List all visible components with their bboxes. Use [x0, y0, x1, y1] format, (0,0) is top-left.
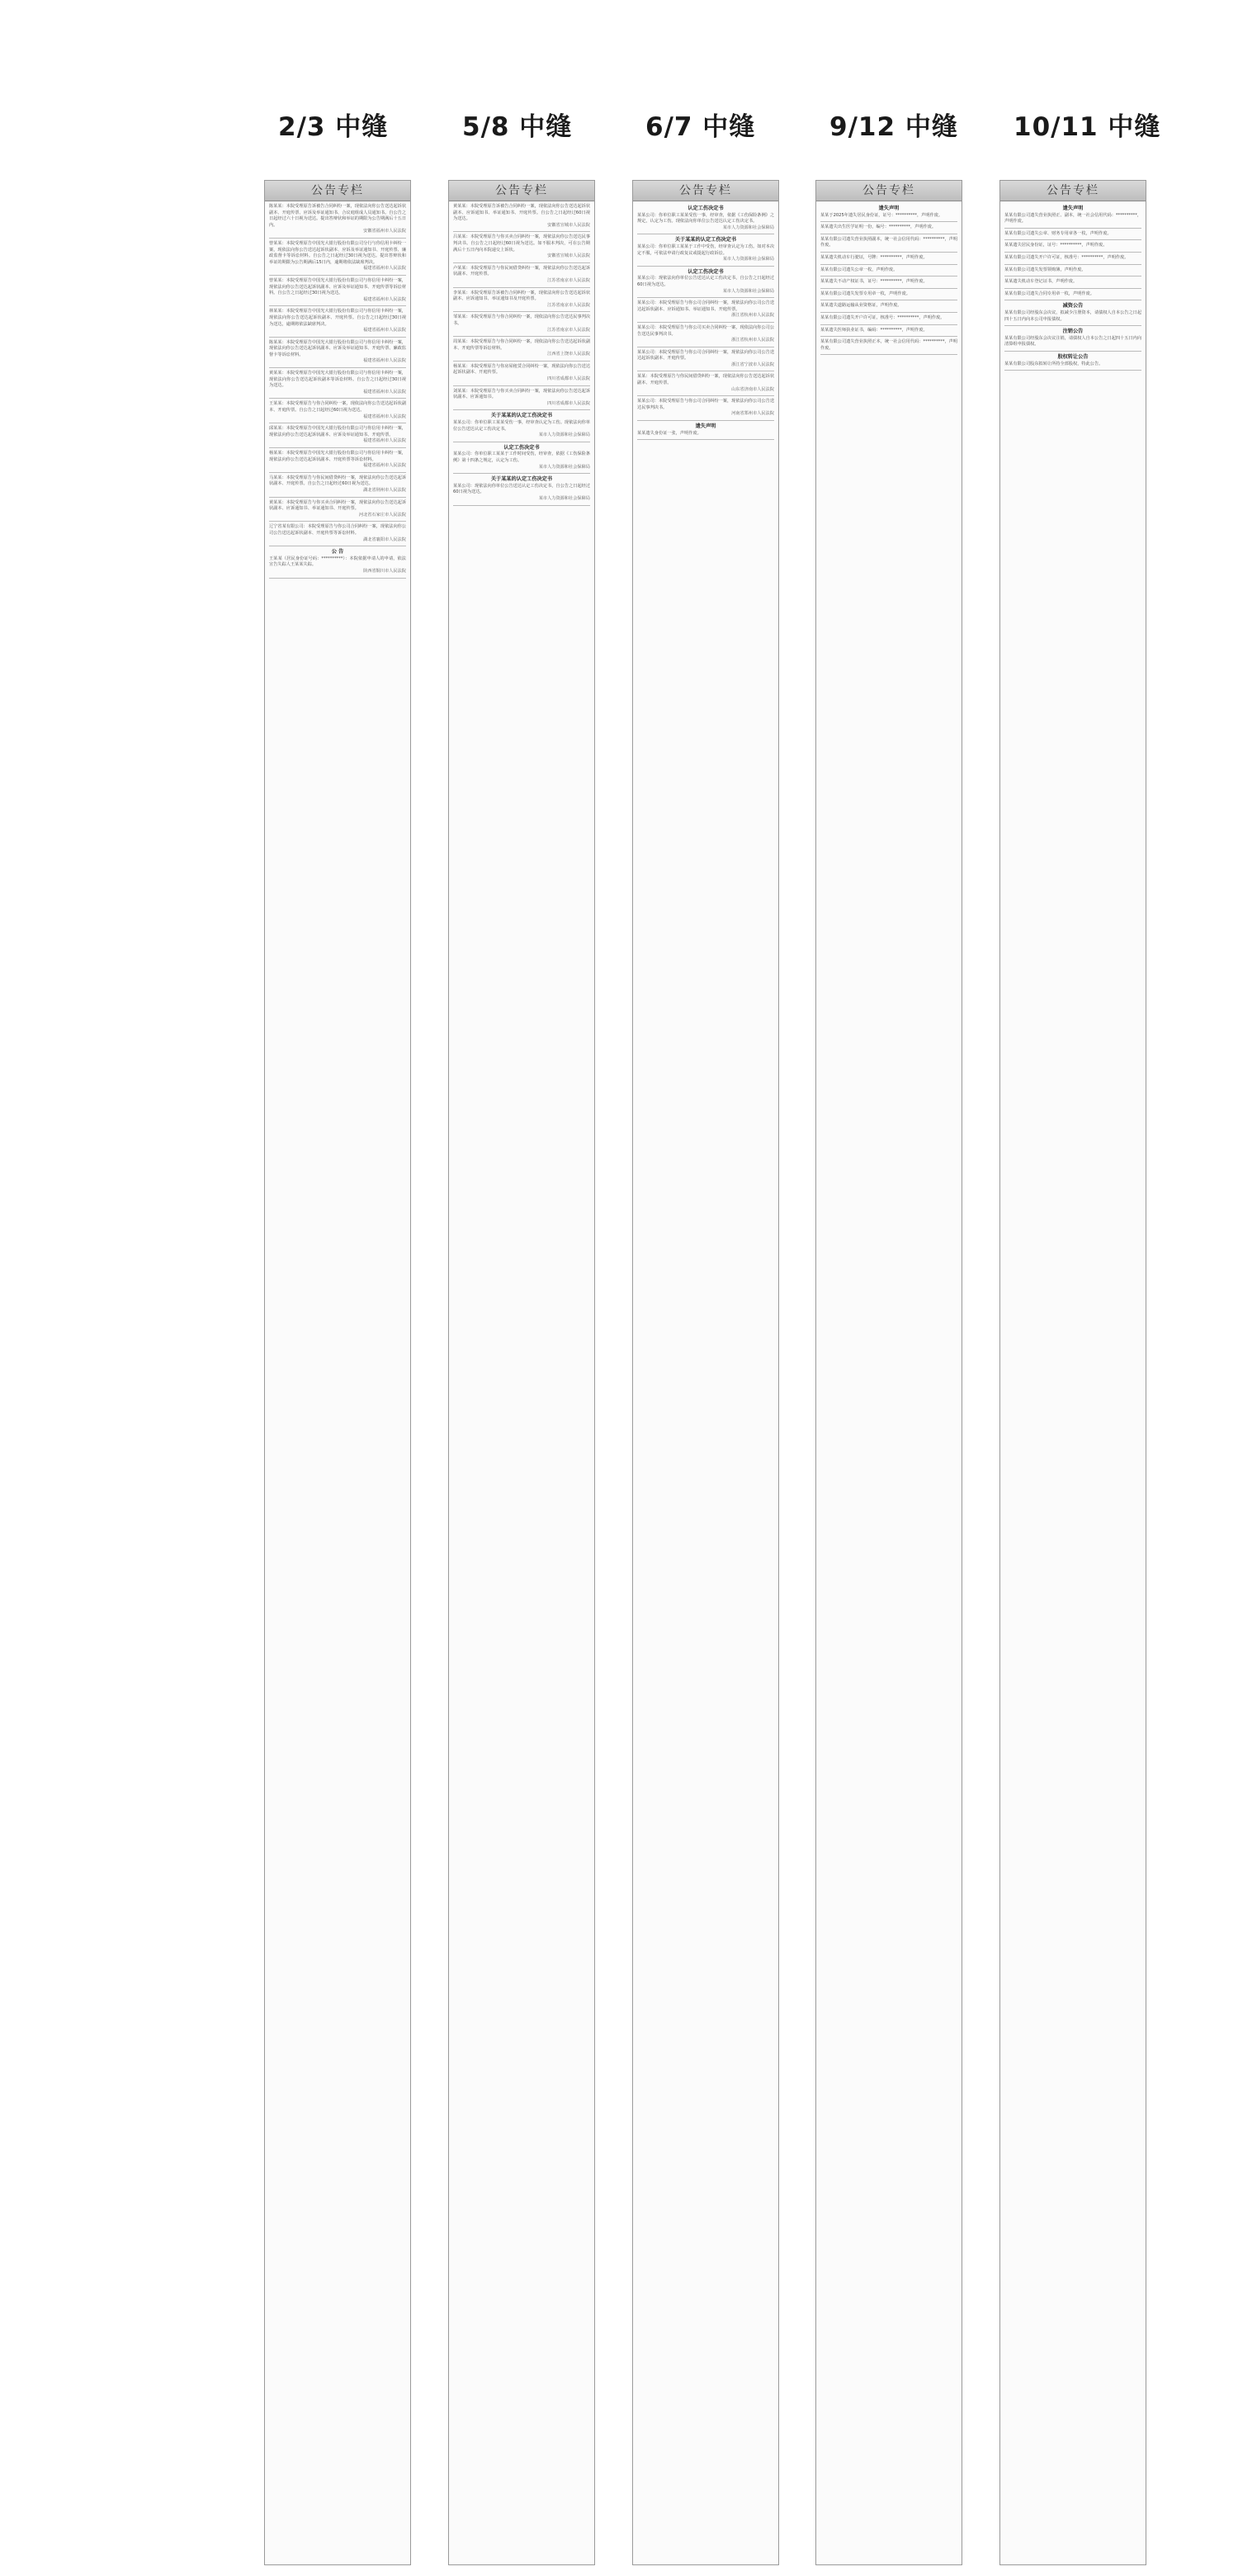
- notice-item: [1004, 267, 1141, 274]
- notice-body: 某某遗失机动车行驶证，号牌：**********，声明作废。: [820, 254, 928, 260]
- section-title: 遗失声明: [878, 206, 900, 211]
- notice-item: [453, 291, 590, 310]
- notice-body: 某某遗失机动车登记证书，声明作废。: [1004, 279, 1078, 285]
- notice-item: [820, 315, 957, 322]
- notice-item: [1004, 255, 1141, 262]
- notice-signature: 河南省郑州市人民法院: [731, 411, 774, 417]
- notice-body: 刘某某：本院受理原告与你买卖合同纠纷一案，现依法向你公告送达起诉状副本、应诉通知书。: [453, 388, 591, 400]
- notice-item: [453, 445, 590, 470]
- notice-body: 某某公司：现依法向你单位公告送达认定工伤决定书，自公告之日起经过60日视为送达。: [453, 483, 591, 495]
- notice-body: 某某有限公司遗失营业执照副本，统一社会信用代码：**********，声明作废。: [820, 236, 958, 248]
- divider: [453, 311, 590, 312]
- notice-body: 某某公司：本院受理原告与你公司买卖合同纠纷一案，现依法向你公司公告送达民事判决书。: [637, 324, 775, 337]
- notice-item: [453, 266, 590, 285]
- divider: [1004, 325, 1141, 326]
- notice-item: [1004, 291, 1141, 298]
- notice-signature: 湖北省荆州市人民法院: [363, 487, 406, 493]
- notice-signature: 江苏省南京市人民法院: [547, 302, 590, 308]
- notice-item: [820, 237, 957, 249]
- notice-item: [637, 300, 774, 319]
- notice-signature: 浙江省杭州市人民法院: [731, 338, 774, 343]
- notice-body: 陈某某：本院受理原告中国光大银行股份有限公司与你信用卡纠纷一案，现依法向你公告送达起诉状副本、应诉及举证通知书、开庭传票、廉政监督卡等诉讼材料。: [269, 339, 407, 357]
- column-title-5: 10/11 中缝: [1014, 112, 1161, 142]
- notice-column-1: [264, 180, 411, 2565]
- divider: [269, 521, 406, 522]
- notice-title: 遗失声明: [695, 423, 716, 430]
- notice-body: 邱某某：本院受理原告中国光大银行股份有限公司与你信用卡纠纷一案，现依法向你公告送达起诉状副本、应诉及举证通知书、开庭传票。: [269, 426, 407, 437]
- notice-item: [269, 549, 406, 574]
- divider: [820, 221, 957, 222]
- notice-body: 某某公司：你单位职工某某受伤一事，经审查，依据《工伤保险条例》之规定，认定为工伤。现依法向你单位公告送达认定工伤决定书。: [637, 212, 775, 225]
- divider: [637, 439, 774, 440]
- divider: [637, 322, 774, 323]
- notice-signature: 江西省上饶市人民法院: [547, 352, 590, 357]
- divider: [637, 266, 774, 267]
- notice-signature: 福建省福州市人民法院: [363, 358, 406, 364]
- notice-title: 公 告: [331, 549, 344, 555]
- notice-column-5: [999, 180, 1146, 2565]
- notice-body: 某某有限公司遗失公章一枚，声明作废。: [820, 267, 898, 272]
- divider: [453, 473, 590, 474]
- divider: [269, 497, 406, 498]
- divider: [820, 276, 957, 277]
- notice-title: 关于某某的认定工伤决定书: [674, 237, 737, 243]
- notice-body: 黄某某：本院受理原告与你买卖合同纠纷一案，现依法向你公告送达起诉状副本、应诉通知书、举证通知书、开庭传票。: [269, 499, 407, 512]
- notice-item: [820, 213, 957, 220]
- notice-body: 某某遗失居民身份证，证号：**********，声明作废。: [1004, 243, 1108, 248]
- divider: [269, 472, 406, 473]
- divider: [637, 395, 774, 396]
- notice-signature: 山东省济南市人民法院: [731, 386, 774, 392]
- notice-item: [453, 314, 590, 333]
- notice-item: [453, 234, 590, 259]
- notice-item: [637, 350, 774, 369]
- notice-body: 某某有限公司股东拟转让所持全部股权，特此公告。: [1004, 361, 1103, 366]
- notice-column-4: [815, 180, 962, 2565]
- notice-item: [820, 279, 957, 286]
- notice-body: 某某有限公司遗失营业执照正本，统一社会信用代码：**********，声明作废。: [820, 339, 958, 351]
- divider: [269, 398, 406, 399]
- notice-item: [269, 204, 406, 235]
- notice-body: 曾某某：本院受理原告中国光大银行股份有限公司分行与你信用卡纠纷一案，现依法向你公告送达起诉状副本、应诉及举证通知书、开庭传票、廉政监督卡等诉讼材料。自公告之日起经过30日视为送达。提出答辩状和举证的期限为公告期满后15日内，逾期将依法缺席判决。: [269, 240, 407, 265]
- divider: [820, 324, 957, 325]
- notice-item: [269, 500, 406, 519]
- notice-item: [637, 325, 774, 344]
- notice-item: [820, 303, 957, 310]
- notice-signature: 福建省福州市人民法院: [363, 463, 406, 469]
- divider: [1004, 370, 1141, 371]
- column-header: 公告专栏: [265, 181, 410, 201]
- column-title-1: 2/3 中缝: [278, 112, 389, 142]
- column-header: 公告专栏: [633, 181, 778, 201]
- notice-signature: 福建省福州市人民法院: [363, 389, 406, 395]
- notice-signature: 福建省福州市人民法院: [363, 266, 406, 272]
- divider: [820, 312, 957, 313]
- notice-body: 曾某某：本院受理原告中国光大银行股份有限公司与你信用卡纠纷一案，现依法向你公告送达起诉状副本、应诉及举证通知书、开庭传票等诉讼材料。自公告之日起经过30日视为送达。: [269, 277, 407, 296]
- notice-signature: 安徽省福州市人民法院: [363, 229, 406, 234]
- divider: [453, 409, 590, 410]
- notice-signature: 福建省福州市人民法院: [363, 328, 406, 333]
- divider: [269, 305, 406, 306]
- section-title: 遗失声明: [1062, 206, 1084, 211]
- divider: [1004, 239, 1141, 240]
- notice-item: [269, 426, 406, 445]
- notice-item: [820, 267, 957, 274]
- notice-item: [453, 476, 590, 502]
- notice-item: [1004, 328, 1141, 348]
- notice-body: 某某遗失不动产权证书，证号：**********，声明作废。: [820, 279, 928, 285]
- notice-body: 某某有限公司遗失开户许可证，核准号：**********，声明作废。: [820, 314, 945, 320]
- column-title-2: 5/8 中缝: [462, 112, 573, 142]
- notice-item: [269, 278, 406, 303]
- notice-body: 某某公司：你单位职工某某于工作中受伤，经审查认定为工伤。如对本决定不服，可依法申请行政复议或提起行政诉讼。: [637, 243, 775, 256]
- divider: [269, 367, 406, 368]
- divider: [820, 354, 957, 355]
- notice-title: 股权转让公告: [1057, 353, 1089, 360]
- notice-item: [269, 371, 406, 395]
- notice-signature: 福建省福州市人民法院: [363, 296, 406, 302]
- column-title-4: 9/12 中缝: [829, 112, 958, 142]
- notice-signature: 安徽省宣城市人民法院: [547, 253, 590, 259]
- notice-signature: 某市人力资源和社会保障局: [722, 257, 774, 262]
- notice-body: 某某有限公司经股东会决议注销，请债权人自本公告之日起四十五日内向清算组申报债权。: [1004, 335, 1142, 347]
- notice-item: [637, 237, 774, 262]
- notice-signature: 福建省福州市人民法院: [363, 438, 406, 444]
- divider: [820, 336, 957, 337]
- divider: [269, 578, 406, 579]
- notice-item: [453, 389, 590, 408]
- notice-body: 某某有限公司经股东会决议，拟减少注册资本，请债权人自本公告之日起四十五日内向本公司申报债权。: [1004, 310, 1142, 322]
- notice-signature: 某市人力资源和社会保障局: [722, 225, 774, 230]
- notice-item: [269, 340, 406, 365]
- divider: [269, 275, 406, 276]
- notice-body: 周某某：本院受理原告与你合同纠纷一案，现依法向你公告送达起诉状副本、开庭传票等诉讼材料。: [453, 339, 591, 351]
- notice-body: 某某于2025年遗失居民身份证，证号：**********，声明作废。: [820, 212, 943, 218]
- column-header: 公告专栏: [449, 181, 594, 201]
- notice-signature: 江苏省南京市人民法院: [547, 277, 590, 283]
- notice-column-2: [448, 180, 595, 2565]
- notice-signature: 浙江省宁波市人民法院: [731, 362, 774, 367]
- divider: [269, 238, 406, 239]
- notice-item: [453, 364, 590, 383]
- notice-item: [269, 241, 406, 272]
- notice-signature: 湖北省襄阳市人民法院: [363, 536, 406, 542]
- notice-title: 注销公告: [1062, 328, 1084, 335]
- notice-signature: 河北省石家庄市人民法院: [358, 512, 406, 518]
- notice-signature: 四川省成都市人民法院: [547, 376, 590, 382]
- notice-body: 王某某：本院受理原告与你合同纠纷一案，现依法向你公告送达起诉状副本、开庭传票。自公告之日起经过60日视为送达。: [269, 401, 407, 414]
- notice-body: 某某有限公司遗失营业执照正、副本，统一社会信用代码：**********，声明作废。: [1004, 212, 1142, 225]
- notice-item: [820, 255, 957, 262]
- notice-signature: 四川省成都市人民法院: [547, 400, 590, 406]
- notice-body: 林某某：本院受理原告中国光大银行股份有限公司与你信用卡纠纷一案，现依法向你公告送达起诉状副本、开庭传票。自公告之日起经过30日视为送达，逾期将依法缺席判决。: [269, 309, 407, 327]
- notice-title: 关于某某的认定工伤决定书: [490, 413, 553, 419]
- notice-item: [1004, 231, 1141, 238]
- notice-item: [269, 475, 406, 494]
- notice-item: [637, 269, 774, 295]
- divider: [820, 264, 957, 265]
- column-title-3: 6/7 中缝: [645, 112, 756, 142]
- notice-item: [269, 451, 406, 470]
- notice-item: [820, 339, 957, 352]
- notice-body: 辽宁省某有限公司：本院受理原告与你公司合同纠纷一案，现依法向你公司公告送达起诉状副本、开庭传票等诉讼材料。: [269, 524, 407, 536]
- divider: [1004, 288, 1141, 289]
- notice-item: [1004, 213, 1141, 225]
- divider: [453, 505, 590, 506]
- notice-item: [1004, 279, 1141, 286]
- notice-title: 关于某某的认定工伤决定书: [490, 476, 553, 483]
- notice-body: 某某公司：本院受理原告与你公司合同纠纷一案，现依法向你公司公告送达起诉状副本、应诉通知书、举证通知书、开庭传票。: [637, 300, 775, 312]
- notice-title: 减资公告: [1062, 303, 1084, 310]
- notice-item: [453, 339, 590, 358]
- notice-body: 邹某某：本院受理原告与你合同纠纷一案，现依法向你公告送达民事判决书。: [453, 314, 591, 326]
- notice-item: [453, 204, 590, 229]
- notice-body: 吕某某：本院受理原告与你买卖合同纠纷一案，现依法向你公告送达民事判决书。自公告之日起经过60日视为送达。如不服本判决，可在公告期满后十五日内向本院递交上诉状。: [453, 234, 591, 253]
- notice-item: [637, 399, 774, 418]
- notice-item: [269, 401, 406, 420]
- divider: [820, 288, 957, 289]
- notice-column-3: [632, 180, 779, 2565]
- notice-body: 某某有限公司遗失公章、财务专用章各一枚，声明作废。: [1004, 230, 1112, 236]
- notice-signature: 某市人力资源和社会保障局: [538, 464, 590, 470]
- divider: [1004, 276, 1141, 277]
- notice-item: [820, 225, 957, 231]
- notice-item: [269, 309, 406, 333]
- notice-body: 黄某某：本院受理原告诉被告合同纠纷一案，现依法向你公告送达起诉状副本、应诉通知书、举证通知书、开庭传票。自公告之日起经过60日视为送达。: [453, 204, 591, 222]
- notice-signature: 某市人力资源和社会保障局: [538, 432, 590, 438]
- divider: [1004, 351, 1141, 352]
- divider: [453, 262, 590, 263]
- notice-body: 某某有限公司遗失合同专用章一枚，声明作废。: [1004, 291, 1094, 296]
- notice-item: [1004, 354, 1141, 367]
- notice-item: [1004, 243, 1141, 249]
- divider: [269, 447, 406, 448]
- notice-body: 陈某某：本院受理原告诉被告合同纠纷一案，现依法向你公告送达起诉状副本、开庭传票、应诉及举证通知书、合议庭组成人员通知书。自公告之日起经过六十日视为送达。提出答辩状和举证的期限为公告期满后十五日内。: [269, 204, 407, 228]
- notice-body: 杨某某：本院受理原告与你房屋租赁合同纠纷一案，现依法向你公告送达起诉状副本、开庭传票。: [453, 363, 591, 376]
- notice-signature: 陕西省铜川市人民法院: [363, 568, 406, 574]
- divider: [269, 337, 406, 338]
- divider: [1004, 252, 1141, 253]
- notice-body: 某某公司：本院受理原告与你公司合同纠纷一案，现依法向你公司公告送达民事判决书。: [637, 399, 775, 410]
- notice-item: [1004, 303, 1141, 323]
- notice-signature: 某市人力资源和社会保障局: [538, 495, 590, 501]
- notice-body: 某某遗失医师执业证书，编码：**********，声明作废。: [820, 327, 928, 333]
- notice-body: 卢某某：本院受理原告与你民间借贷纠纷一案，现依法向你公告送达起诉状副本、开庭传票。: [453, 265, 591, 277]
- divider: [637, 420, 774, 421]
- notice-title: 认定工伤决定书: [688, 206, 724, 211]
- notice-body: 某某：本院受理原告与你民间借贷纠纷一案，现依法向你公告送达起诉状副本、开庭传票。: [637, 374, 775, 386]
- notice-signature: 浙江省杭州市人民法院: [731, 313, 774, 319]
- notice-body: 王某某（居民身份证号码：**********）：本院依据申请人的申请，依法宣告失踪人王某某失踪。: [269, 555, 406, 568]
- notice-body: 某某公司：现依法向你单位公告送达认定工伤决定书，自公告之日起经过60日视为送达。: [637, 276, 775, 287]
- notice-item: [453, 413, 590, 438]
- column-header: 公告专栏: [816, 181, 962, 201]
- notice-signature: 某市人力资源和社会保障局: [722, 288, 774, 294]
- notice-item: [820, 328, 957, 334]
- notice-item: [637, 423, 774, 437]
- divider: [1004, 228, 1141, 229]
- notice-item: [820, 291, 957, 298]
- notice-item: [269, 524, 406, 543]
- notice-body: 某某遗失出生医学证明一份，编号：**********，声明作废。: [820, 225, 937, 230]
- notice-signature: 安徽省宣城市人民法院: [547, 222, 590, 228]
- notice-body: 某某公司：本院受理原告与你公司合同纠纷一案，现依法向你公司公告送达起诉状副本、开庭传票。: [637, 349, 775, 362]
- divider: [453, 336, 590, 337]
- notice-body: 某某公司：你单位职工某某于工作时间受伤，经审查，依据《工伤保险条例》第十四条之规定，认定为工伤。: [453, 451, 591, 463]
- notice-body: 杨某某：本院受理原告中国光大银行股份有限公司与你信用卡纠纷一案，现依法向你公告送达起诉状副本、开庭传票等诉讼材料。: [269, 451, 407, 462]
- divider: [453, 361, 590, 362]
- divider: [637, 297, 774, 298]
- notice-signature: 福建省福州市人民法院: [363, 414, 406, 419]
- divider: [453, 231, 590, 232]
- notice-body: 某某有限公司遗失开户许可证，核准号：**********，声明作废。: [1004, 254, 1129, 260]
- notice-item: [637, 374, 774, 393]
- notice-body: 马某某：本院受理原告与你民间借贷纠纷一案，现依法向你公告送达起诉状副本、开庭传票。自公告之日起经过60日视为送达。: [269, 475, 407, 487]
- notice-signature: 江苏省南京市人民法院: [547, 327, 590, 333]
- notice-body: 某某公司：你单位职工某某受伤一事，经审查认定为工伤。现依法向你单位公告送达认定工伤决定书。: [453, 420, 591, 432]
- notice-item: [637, 206, 774, 231]
- divider: [1004, 264, 1141, 265]
- notice-body: 某某有限公司遗失发票专用章一枚，声明作废。: [820, 291, 910, 296]
- notice-title: 认定工伤决定书: [688, 268, 724, 275]
- notice-title: 认定工伤决定书: [503, 444, 540, 451]
- divider: [453, 385, 590, 386]
- divider: [820, 252, 957, 253]
- notice-body: 某某遗失道路运输从业资格证，声明作废。: [820, 303, 902, 309]
- notice-body: 李某某：本院受理原告诉被告合同纠纷一案，现依法向你公告送达起诉状副本、应诉通知书、举证通知书及开庭传票。: [453, 290, 591, 302]
- divider: [453, 287, 590, 288]
- notice-body: 某某有限公司遗失发票领购簿，声明作废。: [1004, 267, 1086, 272]
- column-header: 公告专栏: [1000, 181, 1146, 201]
- notice-body: 黄某某：本院受理原告中国光大银行股份有限公司与你信用卡纠纷一案，现依法向你公告送达起诉状副本等诉讼材料。自公告之日起经过30日视为送达。: [269, 371, 407, 389]
- notice-body: 某某遗失身份证一张，声明作废。: [637, 430, 702, 436]
